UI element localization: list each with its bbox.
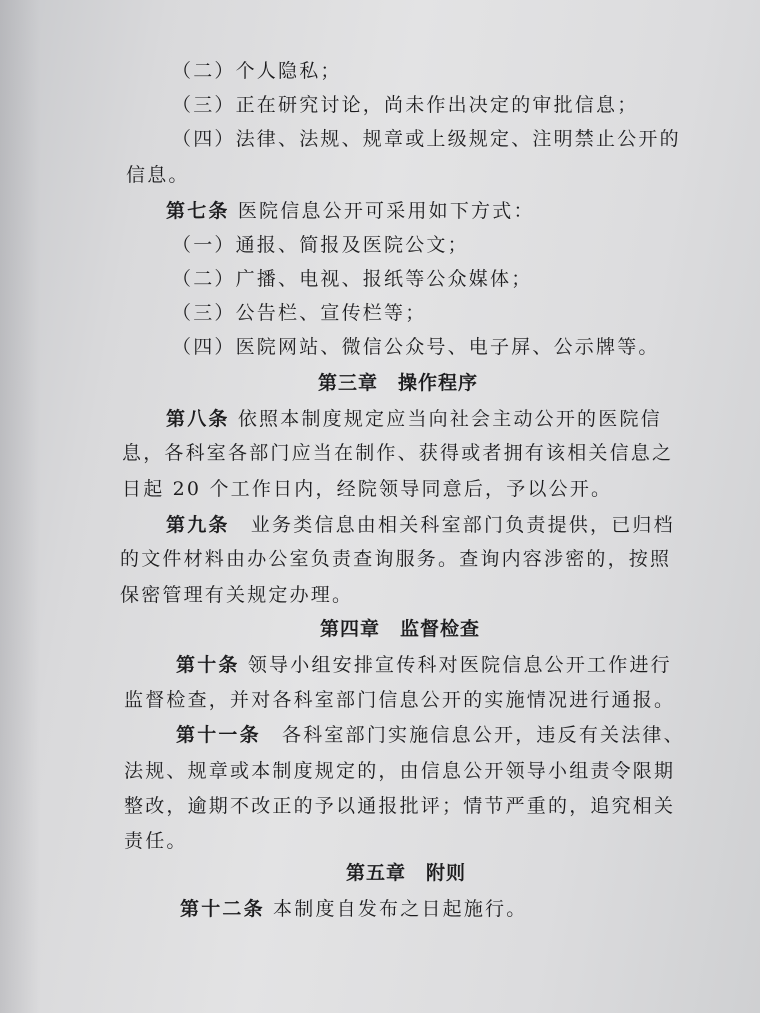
text-line: （四）法律、法规、规章或上级规定、注明禁止公开的 (172, 128, 681, 150)
text-line: （一）通报、简报及医院公文； (172, 234, 469, 256)
text-line: 责任。 (124, 830, 188, 852)
text-line: 息，各科室各部门应当在制作、获得或者拥有该相关信息之 (122, 442, 674, 464)
text-line: 整改，逾期不改正的予以通报批评；情节严重的，追究相关 (124, 795, 676, 817)
article-label: 第十条 (176, 654, 240, 676)
text-line: 保密管理有关规定办理。 (120, 584, 354, 606)
article-8: 第八条 依照本制度规定应当向社会主动公开的医院信 (166, 408, 662, 430)
text-line: 日起 20 个工作日内，经院领导同意后，予以公开。 (122, 478, 613, 500)
article-label: 第十一条 (176, 724, 261, 746)
text-line: （二）个人隐私； (172, 60, 342, 82)
article-11: 第十一条 各科室部门实施信息公开，违反有关法律、 (176, 724, 685, 746)
article-label: 第九条 (166, 514, 230, 536)
text-line: 法规、规章或本制度规定的，由信息公开领导小组责令限期 (124, 760, 676, 782)
article-label: 第七条 (166, 200, 230, 222)
article-10: 第十条 领导小组安排宣传科对医院信息公开工作进行 (176, 654, 672, 676)
article-7: 第七条 医院信息公开可采用如下方式： (166, 200, 535, 222)
page-shadow (0, 0, 40, 1013)
text-line: （三）正在研究讨论，尚未作出决定的审批信息； (172, 94, 639, 116)
text-line: 的文件材料由办公室负责查询服务。查询内容涉密的，按照 (120, 548, 672, 570)
text-line: 监督检查，并对各科室部门信息公开的实施情况进行通报。 (124, 689, 676, 711)
text-line: （三）公告栏、宣传栏等； (172, 302, 427, 324)
chapter-heading: 第四章 监督检查 (320, 618, 481, 640)
chapter-heading: 第五章 附则 (346, 862, 467, 884)
article-label: 第十二条 (180, 898, 265, 920)
article-9: 第九条 业务类信息由相关科室部门负责提供，已归档 (166, 514, 675, 536)
article-label: 第八条 (166, 408, 230, 430)
text-line: （二）广播、电视、报纸等公众媒体； (172, 268, 533, 290)
text-line: 信息。 (126, 164, 190, 186)
text-line: （四）医院网站、微信公众号、电子屏、公示牌等。 (172, 336, 660, 358)
chapter-heading: 第三章 操作程序 (318, 372, 479, 394)
article-12: 第十二条 本制度自发布之日起施行。 (180, 898, 528, 920)
